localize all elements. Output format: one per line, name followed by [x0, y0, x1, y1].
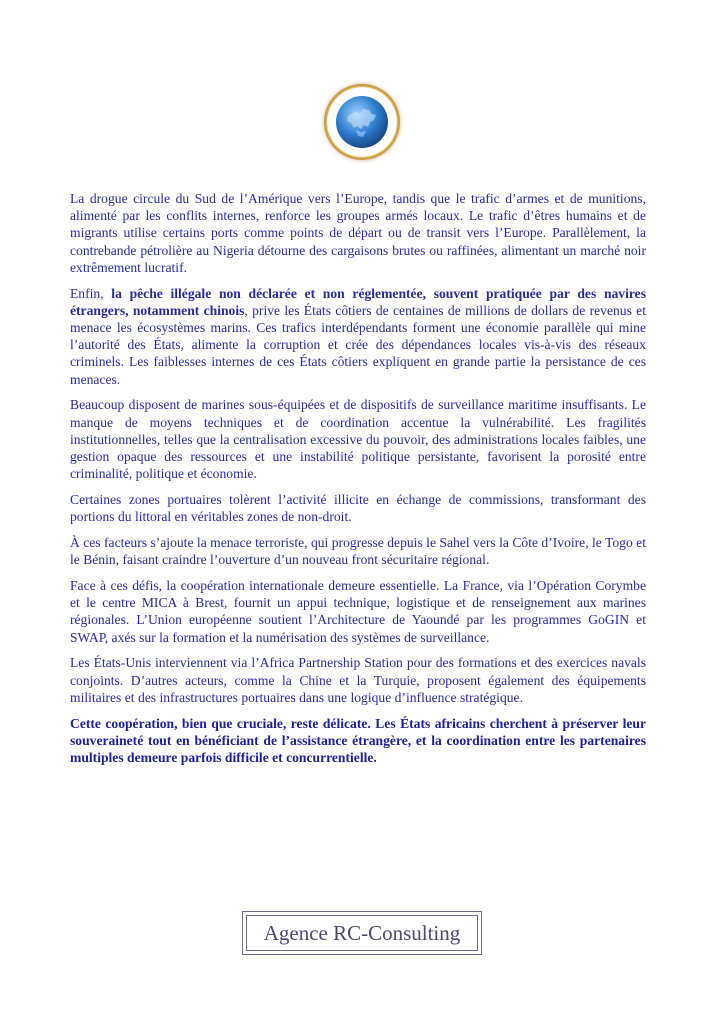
- article-body: [70, 190, 646, 775]
- paragraph-5: À ces facteurs s’ajoute la menace terroriste, qui progresse depuis le Sahel vers la Côte d’Ivoire, le Togo et le Bénin, faisant craindre l’ouverture d’un nouveau front sécuritaire régional.: [70, 535, 646, 568]
- paragraph-2-start: Enfin,: [70, 285, 112, 301]
- footer-brand-label: Agence RC-Consulting: [246, 915, 478, 951]
- paragraph-1: La drogue circule du Sud de l’Amérique vers l’Europe, tandis que le trafic d’armes et de munitions, alimenté par les conflits internes, renforce les groupes armés locaux. Le trafic d’êtres humains et de migrants utilise certains ports comme points de départ ou de transit vers l’Europe. Parallèlement, la contrebande pétrolière au Nigeria détourne des cargaisons brutes ou raffinées, alimentant un marché noir extrêmement lucratif.: [70, 191, 646, 275]
- footer-brand-box: [242, 911, 482, 955]
- paragraph-4: Certaines zones portuaires tolèrent l’activité illicite en échange de commissions, transformant des portions du littoral en véritables zones de non-droit.: [70, 492, 646, 525]
- paragraph-8-conclusion: Cette coopération, bien que cruciale, reste délicate. Les États africains cherchent à préserver leur souveraineté tout en bénéficiant de l’assistance étrangère, et la coordination entre les partenaires multiples demeure parfois difficile et concurrentielle.: [70, 715, 646, 766]
- paragraph-6: Face à ces défis, la coopération internationale demeure essentielle. La France, via l’Opération Corymbe et le centre MICA à Brest, fournit un appui technique, logistique et de renseignement aux marines régionales. L’Union européenne soutient l’Architecture de Yaoundé par les programmes GoGIN et SWAP, axés sur la formation et la numérisation des systèmes de surveillance.: [70, 578, 646, 645]
- paragraph-7: Les États-Unis interviennent via l’Africa Partnership Station pour des formations et des exercices navals conjoints. D’autres acteurs, comme la Chine et la Turquie, proposent également des équipements militaires et des infrastructures portuaires dans une logique d’influence stratégique.: [70, 655, 646, 705]
- europe-globe-icon: [332, 92, 392, 152]
- paragraph-2-rest: , prive les États côtiers de centaines de millions de dollars de revenus et menace les écosystèmes marins. Ces trafics interdépendants forment une économie parallèle qui mine l’autorité des États, alimente la corruption et crée des dépendances locales vis-à-vis des réseaux criminels. Les faiblesses internes de ces États côtiers expliquent en grande partie la persistance de ces menaces.: [70, 302, 646, 387]
- paragraph-2-emphasis: la pêche illégale non déclarée et non réglementée, souvent pratiquée par des navires étrangers, notamment chinois: [70, 285, 646, 318]
- paragraph-2: [70, 285, 646, 388]
- logo-globe: [324, 84, 400, 160]
- paragraph-3: Beaucoup disposent de marines sous-équipées et de dispositifs de surveillance maritime insuffisants. Le manque de moyens techniques et de coordination accentue la vulnérabilité. Les fragilités institutionnelles, telles que la centralisation excessive du pouvoir, des administrations locales faibles, une gestion opaque des ressources et une instabilité politique persistante, favorisent la porosité entre criminalité, politique et économie.: [70, 397, 646, 482]
